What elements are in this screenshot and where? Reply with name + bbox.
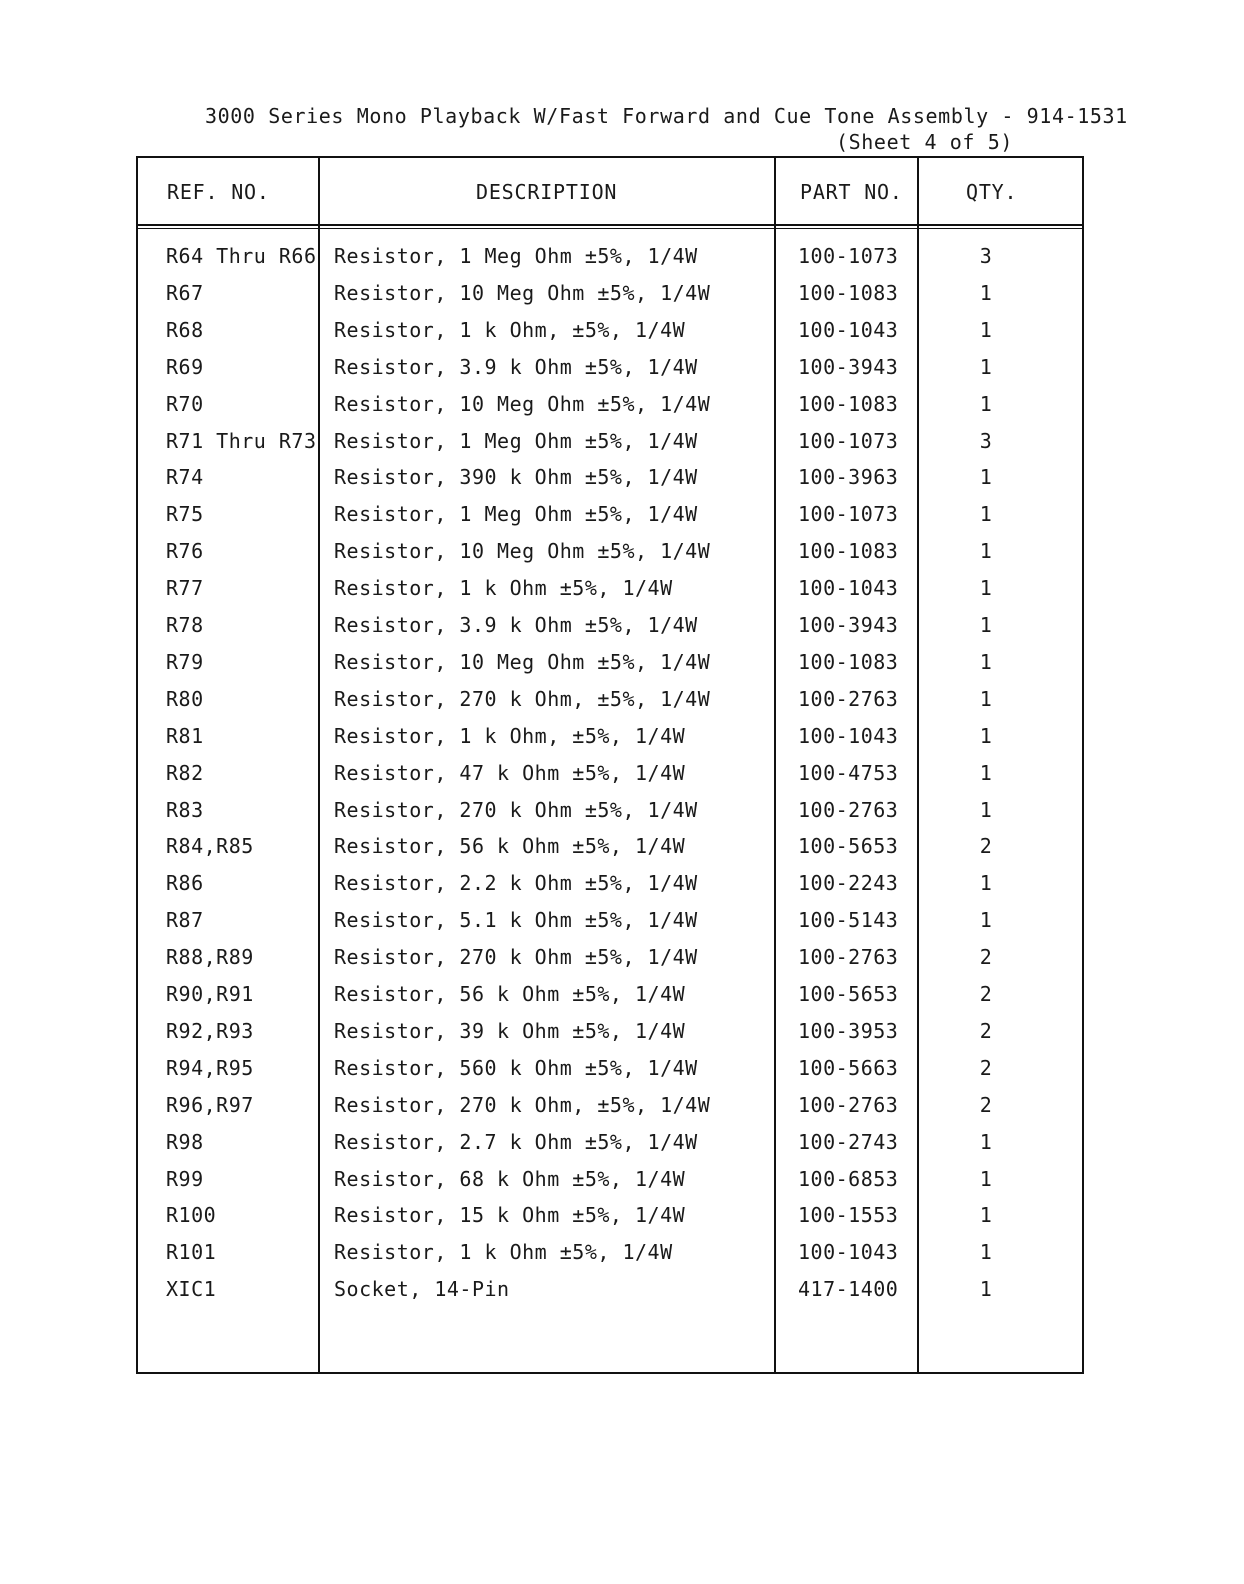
description-cell: Resistor, 1 Meg Ohm ±5%, 1/4W [334, 244, 698, 268]
part-no-cell: 100-1083 [798, 391, 899, 416]
ref-no-cell: R77 [166, 576, 204, 601]
ref-no-cell: R100 [166, 1203, 217, 1228]
description-cell: Resistor, 56 k Ohm ±5%, 1/4W [334, 982, 686, 1006]
part-no-cell: 100-6853 [798, 1166, 899, 1191]
table-row [138, 613, 1082, 649]
ref-no-cell: R86 [166, 871, 204, 896]
sheet-number: (Sheet 4 of 5) [836, 130, 1013, 154]
qty-cell: 1 [979, 465, 993, 490]
part-no-cell: 100-4753 [798, 760, 899, 785]
table-row [138, 798, 1082, 834]
description-cell: Resistor, 47 k Ohm ±5%, 1/4W [334, 760, 686, 785]
qty-cell: 2 [979, 982, 993, 1006]
part-no-cell: 100-3963 [798, 465, 899, 490]
table-row [138, 1130, 1082, 1166]
part-no-cell: 100-1083 [798, 539, 899, 564]
part-no-cell: 100-1553 [798, 1203, 899, 1228]
table-row [138, 1056, 1082, 1092]
ref-no-cell: R82 [166, 760, 204, 785]
part-no-cell: 100-1073 [798, 428, 899, 453]
table-row [138, 1093, 1082, 1129]
ref-no-cell: R75 [166, 502, 204, 527]
description-cell: Resistor, 1 k Ohm, ±5%, 1/4W [334, 723, 686, 748]
table-row [138, 908, 1082, 944]
table-row [138, 429, 1082, 465]
qty-cell: 1 [979, 797, 993, 822]
qty-cell: 1 [979, 354, 993, 379]
qty-cell: 1 [979, 649, 993, 674]
description-cell: Resistor, 10 Meg Ohm ±5%, 1/4W [334, 649, 711, 674]
description-cell: Resistor, 270 k Ohm ±5%, 1/4W [334, 797, 698, 822]
description-cell: Resistor, 15 k Ohm ±5%, 1/4W [334, 1203, 686, 1228]
ref-no-cell: R64 Thru R66 [166, 244, 317, 268]
header-divider [138, 224, 1082, 226]
description-cell: Resistor, 10 Meg Ohm ±5%, 1/4W [334, 391, 711, 416]
table-row [138, 871, 1082, 907]
qty-cell: 1 [979, 1240, 993, 1265]
table-row [138, 650, 1082, 686]
part-no-cell: 100-1073 [798, 244, 899, 268]
qty-cell: 1 [979, 1277, 993, 1302]
qty-cell: 1 [979, 908, 993, 933]
description-cell: Resistor, 270 k Ohm ±5%, 1/4W [334, 945, 698, 970]
ref-no-cell: R71 Thru R73 [166, 428, 317, 453]
description-cell: Resistor, 10 Meg Ohm ±5%, 1/4W [334, 280, 711, 305]
part-no-cell: 100-2763 [798, 1092, 899, 1117]
qty-cell: 1 [979, 317, 993, 342]
parts-table [136, 156, 1084, 1374]
qty-cell: 2 [979, 834, 993, 859]
ref-no-cell: R69 [166, 354, 204, 379]
qty-cell: 2 [979, 1018, 993, 1043]
qty-cell: 2 [979, 945, 993, 970]
ref-no-cell: R96,R97 [166, 1092, 254, 1117]
part-no-cell: 100-1043 [798, 576, 899, 601]
ref-no-cell: R68 [166, 317, 204, 342]
table-row [138, 281, 1082, 317]
ref-no-cell: R76 [166, 539, 204, 564]
table-row [138, 244, 1082, 280]
part-no-cell: 417-1400 [798, 1277, 899, 1302]
part-no-cell: 100-1083 [798, 280, 899, 305]
part-no-cell: 100-1043 [798, 1240, 899, 1265]
description-cell: Resistor, 270 k Ohm, ±5%, 1/4W [334, 1092, 711, 1117]
part-no-cell: 100-3953 [798, 1018, 899, 1043]
qty-cell: 1 [979, 613, 993, 637]
part-no-cell: 100-5653 [798, 982, 899, 1006]
table-row [138, 982, 1082, 1018]
ref-no-cell: R90,R91 [166, 982, 254, 1006]
header-description: DESCRIPTION [476, 180, 618, 204]
qty-cell: 2 [979, 1092, 993, 1117]
qty-cell: 1 [979, 1166, 993, 1191]
part-no-cell: 100-1043 [798, 317, 899, 342]
table-row [138, 318, 1082, 354]
qty-cell: 1 [979, 723, 993, 748]
ref-no-cell: XIC1 [166, 1277, 217, 1302]
description-cell: Resistor, 3.9 k Ohm ±5%, 1/4W [334, 613, 698, 637]
table-row [138, 761, 1082, 797]
part-no-cell: 100-5663 [798, 1055, 899, 1080]
table-row [138, 465, 1082, 501]
table-row [138, 1019, 1082, 1055]
description-cell: Resistor, 56 k Ohm ±5%, 1/4W [334, 834, 686, 859]
qty-cell: 1 [979, 1203, 993, 1228]
qty-cell: 1 [979, 871, 993, 896]
part-no-cell: 100-5143 [798, 908, 899, 933]
part-no-cell: 100-5653 [798, 834, 899, 859]
description-cell: Resistor, 1 k Ohm, ±5%, 1/4W [334, 317, 686, 342]
part-no-cell: 100-1043 [798, 723, 899, 748]
qty-cell: 1 [979, 280, 993, 305]
table-row [138, 355, 1082, 391]
table-row [138, 502, 1082, 538]
qty-cell: 1 [979, 539, 993, 564]
table-row [138, 1277, 1082, 1313]
part-no-cell: 100-2243 [798, 871, 899, 896]
table-row [138, 392, 1082, 428]
part-no-cell: 100-1073 [798, 502, 899, 527]
ref-no-cell: R70 [166, 391, 204, 416]
header-qty: QTY. [966, 180, 1018, 204]
description-cell: Resistor, 5.1 k Ohm ±5%, 1/4W [334, 908, 698, 933]
description-cell: Resistor, 2.7 k Ohm ±5%, 1/4W [334, 1129, 698, 1154]
table-row [138, 1240, 1082, 1276]
ref-no-cell: R79 [166, 649, 204, 674]
ref-no-cell: R92,R93 [166, 1018, 254, 1043]
description-cell: Resistor, 390 k Ohm ±5%, 1/4W [334, 465, 698, 490]
description-cell: Resistor, 1 Meg Ohm ±5%, 1/4W [334, 502, 698, 527]
qty-cell: 1 [979, 760, 993, 785]
table-row [138, 724, 1082, 760]
header-part-no: PART NO. [800, 180, 903, 204]
qty-cell: 1 [979, 686, 993, 711]
ref-no-cell: R78 [166, 613, 204, 637]
ref-no-cell: R101 [166, 1240, 217, 1265]
description-cell: Resistor, 10 Meg Ohm ±5%, 1/4W [334, 539, 711, 564]
ref-no-cell: R87 [166, 908, 204, 933]
ref-no-cell: R88,R89 [166, 945, 254, 970]
table-row [138, 576, 1082, 612]
part-no-cell: 100-2763 [798, 945, 899, 970]
part-no-cell: 100-3943 [798, 613, 899, 637]
table-row [138, 687, 1082, 723]
part-no-cell: 100-2743 [798, 1129, 899, 1154]
description-cell: Resistor, 2.2 k Ohm ±5%, 1/4W [334, 871, 698, 896]
document-title: 3000 Series Mono Playback W/Fast Forward and Cue Tone Assembly - 914-1531 [205, 104, 1128, 128]
description-cell: Resistor, 270 k Ohm, ±5%, 1/4W [334, 686, 711, 711]
qty-cell: 1 [979, 502, 993, 527]
description-cell: Resistor, 560 k Ohm ±5%, 1/4W [334, 1055, 698, 1080]
description-cell: Resistor, 68 k Ohm ±5%, 1/4W [334, 1166, 686, 1191]
description-cell: Resistor, 3.9 k Ohm ±5%, 1/4W [334, 354, 698, 379]
part-no-cell: 100-1083 [798, 649, 899, 674]
part-no-cell: 100-3943 [798, 354, 899, 379]
table-row [138, 1167, 1082, 1203]
qty-cell: 1 [979, 1129, 993, 1154]
description-cell: Resistor, 39 k Ohm ±5%, 1/4W [334, 1018, 686, 1043]
description-cell: Socket, 14-Pin [334, 1277, 510, 1302]
ref-no-cell: R94,R95 [166, 1055, 254, 1080]
description-cell: Resistor, 1 k Ohm ±5%, 1/4W [334, 1240, 673, 1265]
qty-cell: 3 [979, 428, 993, 453]
part-no-cell: 100-2763 [798, 797, 899, 822]
table-row [138, 1203, 1082, 1239]
part-no-cell: 100-2763 [798, 686, 899, 711]
ref-no-cell: R99 [166, 1166, 204, 1191]
ref-no-cell: R83 [166, 797, 204, 822]
ref-no-cell: R67 [166, 280, 204, 305]
ref-no-cell: R98 [166, 1129, 204, 1154]
table-row [138, 834, 1082, 870]
qty-cell: 2 [979, 1055, 993, 1080]
description-cell: Resistor, 1 k Ohm ±5%, 1/4W [334, 576, 673, 601]
table-row [138, 945, 1082, 981]
ref-no-cell: R84,R85 [166, 834, 254, 859]
qty-cell: 3 [979, 244, 993, 268]
ref-no-cell: R74 [166, 465, 204, 490]
header-divider-double [138, 228, 1082, 229]
ref-no-cell: R81 [166, 723, 204, 748]
ref-no-cell: R80 [166, 686, 204, 711]
qty-cell: 1 [979, 391, 993, 416]
header-ref-no: REF. NO. [167, 180, 270, 204]
description-cell: Resistor, 1 Meg Ohm ±5%, 1/4W [334, 428, 698, 453]
qty-cell: 1 [979, 576, 993, 601]
table-row [138, 539, 1082, 575]
